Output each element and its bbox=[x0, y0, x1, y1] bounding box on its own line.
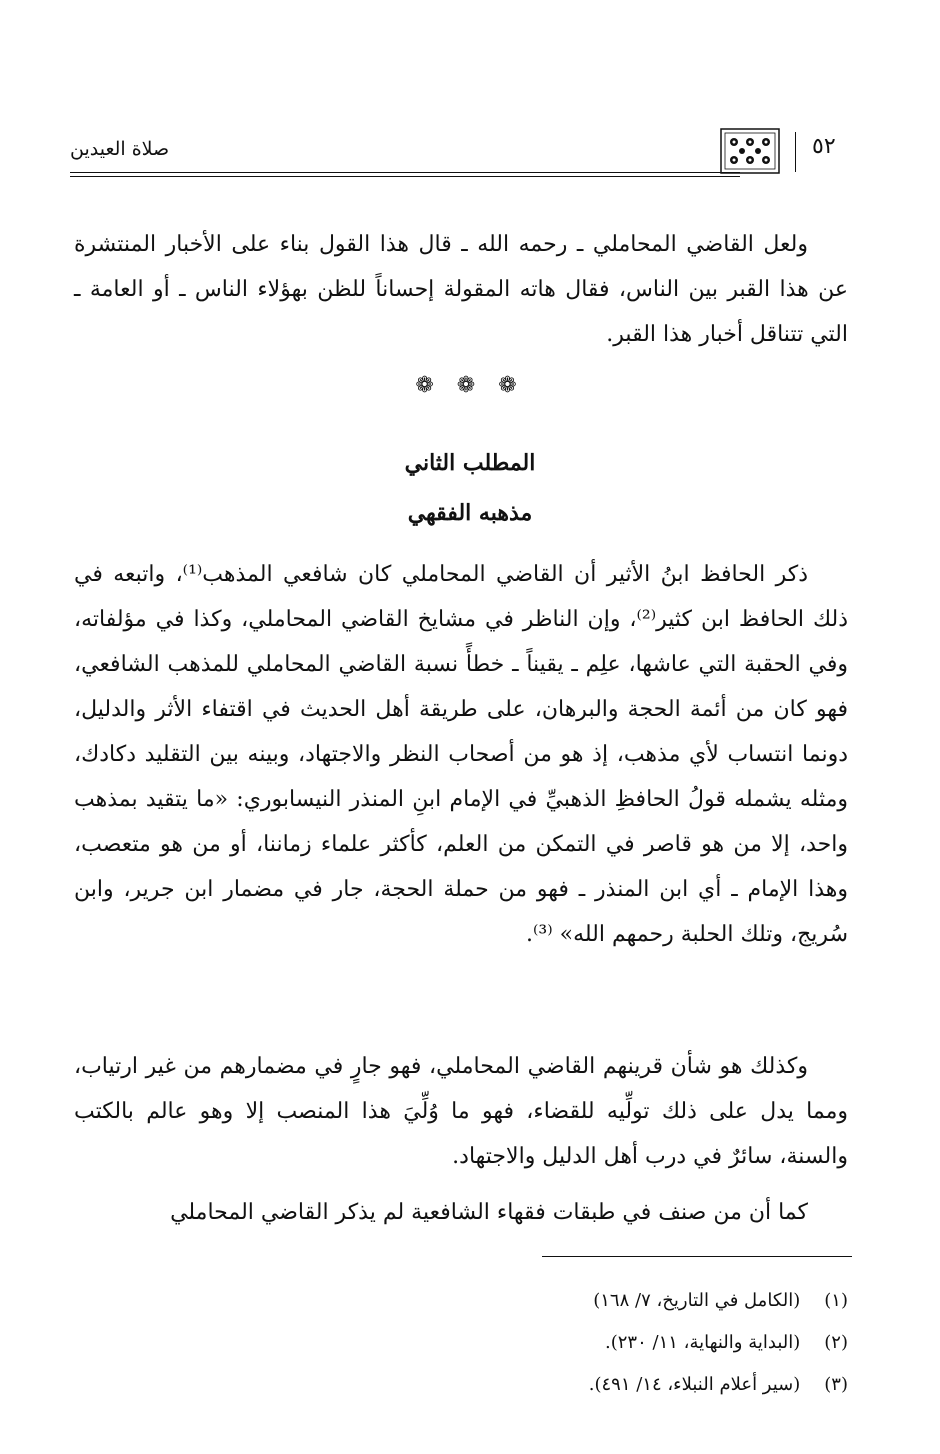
footnote-number: (٢) bbox=[824, 1332, 848, 1353]
paragraph-1-block bbox=[74, 222, 848, 357]
footnote-text: (البداية والنهاية، ١١/ ٢٣٠). bbox=[605, 1332, 801, 1353]
paragraph-2-block bbox=[74, 552, 848, 957]
header-rule bbox=[70, 172, 740, 173]
page-header bbox=[70, 128, 840, 176]
paragraph-3: وكذلك هو شأن قرينهم القاضي المحاملي، فهو جارٍ في مضمارهم من غير ارتياب، ومما يدل على ذلك تولِّيه للقضاء، فهو ما وُلِّيَ هذا المنصب إلا وهو عالم بالكتب والسنة، سائرٌ في درب أهل الدليل والاجتهاد. bbox=[74, 1054, 848, 1169]
footnote-text: (الكامل في التاريخ، ٧/ ١٦٨) bbox=[593, 1290, 801, 1311]
footnote-divider bbox=[542, 1256, 852, 1257]
section-separator: ❁ ❁ ❁ bbox=[415, 373, 525, 398]
footnote-1 bbox=[300, 1286, 848, 1328]
footnotes bbox=[300, 1286, 848, 1412]
header-divider bbox=[795, 132, 796, 172]
paragraph-2: ذكر الحافظ ابنُ الأثير أن القاضي المحاملي كان شافعي المذهب⁽¹⁾، واتبعه في ذلك الحافظ ابن كثير⁽²⁾، وإن الناظر في مشايخ القاضي المحاملي، وكذا في مؤلفاته، وفي الحقبة التي عاشها، علِم ـ يقيناً ـ خطأً نسبة القاضي المحاملي للمذهب الشافعي، فهو كان من أئمة الحجة والبرهان، على طريقة أهل الحديث في اقتفاء الأثر والدليل، دونما انتساب لأي مذهب، إذ هو من أصحاب النظر والاجتهاد، وبينه بين التقليد دكادك، ومثله يشمله قولُ الحافظِ الذهبيِّ في الإمام ابنِ المنذر النيسابوري: «ما يتقيد بمذهب واحد، إلا من هو قاصر في التمكن من العلم، كأكثر علماء زماننا، أو من هو متعصب، وهذا الإمام ـ أي ابن المنذر ـ فهو من حملة الحجة، جار في مضمار ابن جرير، وابن سُريج، وتلك الحلبة رحمهم الله» ⁽³⁾. bbox=[74, 562, 848, 947]
footnote-2 bbox=[300, 1328, 848, 1370]
footnote-number: (١) bbox=[824, 1290, 848, 1311]
paragraph-1: ولعل القاضي المحاملي ـ رحمه الله ـ قال هذا القول بناء على الأخبار المنتشرة عن هذا القبر بين الناس، فقال هاته المقولة إحساناً للظن بهؤلاء الناس ـ أو العامة ـ التي تتناقل أخبار هذا القبر. bbox=[74, 232, 848, 347]
ornament-icon bbox=[720, 128, 780, 174]
section-heading: المطلب الثاني bbox=[404, 450, 536, 476]
paragraph-4: كما أن من صنف في طبقات فقهاء الشافعية لم يذكر القاضي المحاملي bbox=[170, 1200, 808, 1225]
paragraph-4-block bbox=[74, 1190, 848, 1235]
page-number: ٥٢ bbox=[812, 134, 836, 159]
footnote-number: (٣) bbox=[824, 1374, 848, 1395]
header-rule-thin bbox=[70, 176, 740, 177]
running-title: صلاة العيدين bbox=[70, 138, 170, 160]
footnote-text: (سير أعلام النبلاء، ١٤/ ٤٩١). bbox=[588, 1374, 801, 1395]
paragraph-3-block bbox=[74, 1044, 848, 1179]
section-subheading: مذهبه الفقهي bbox=[407, 500, 533, 526]
footnote-3 bbox=[300, 1370, 848, 1412]
